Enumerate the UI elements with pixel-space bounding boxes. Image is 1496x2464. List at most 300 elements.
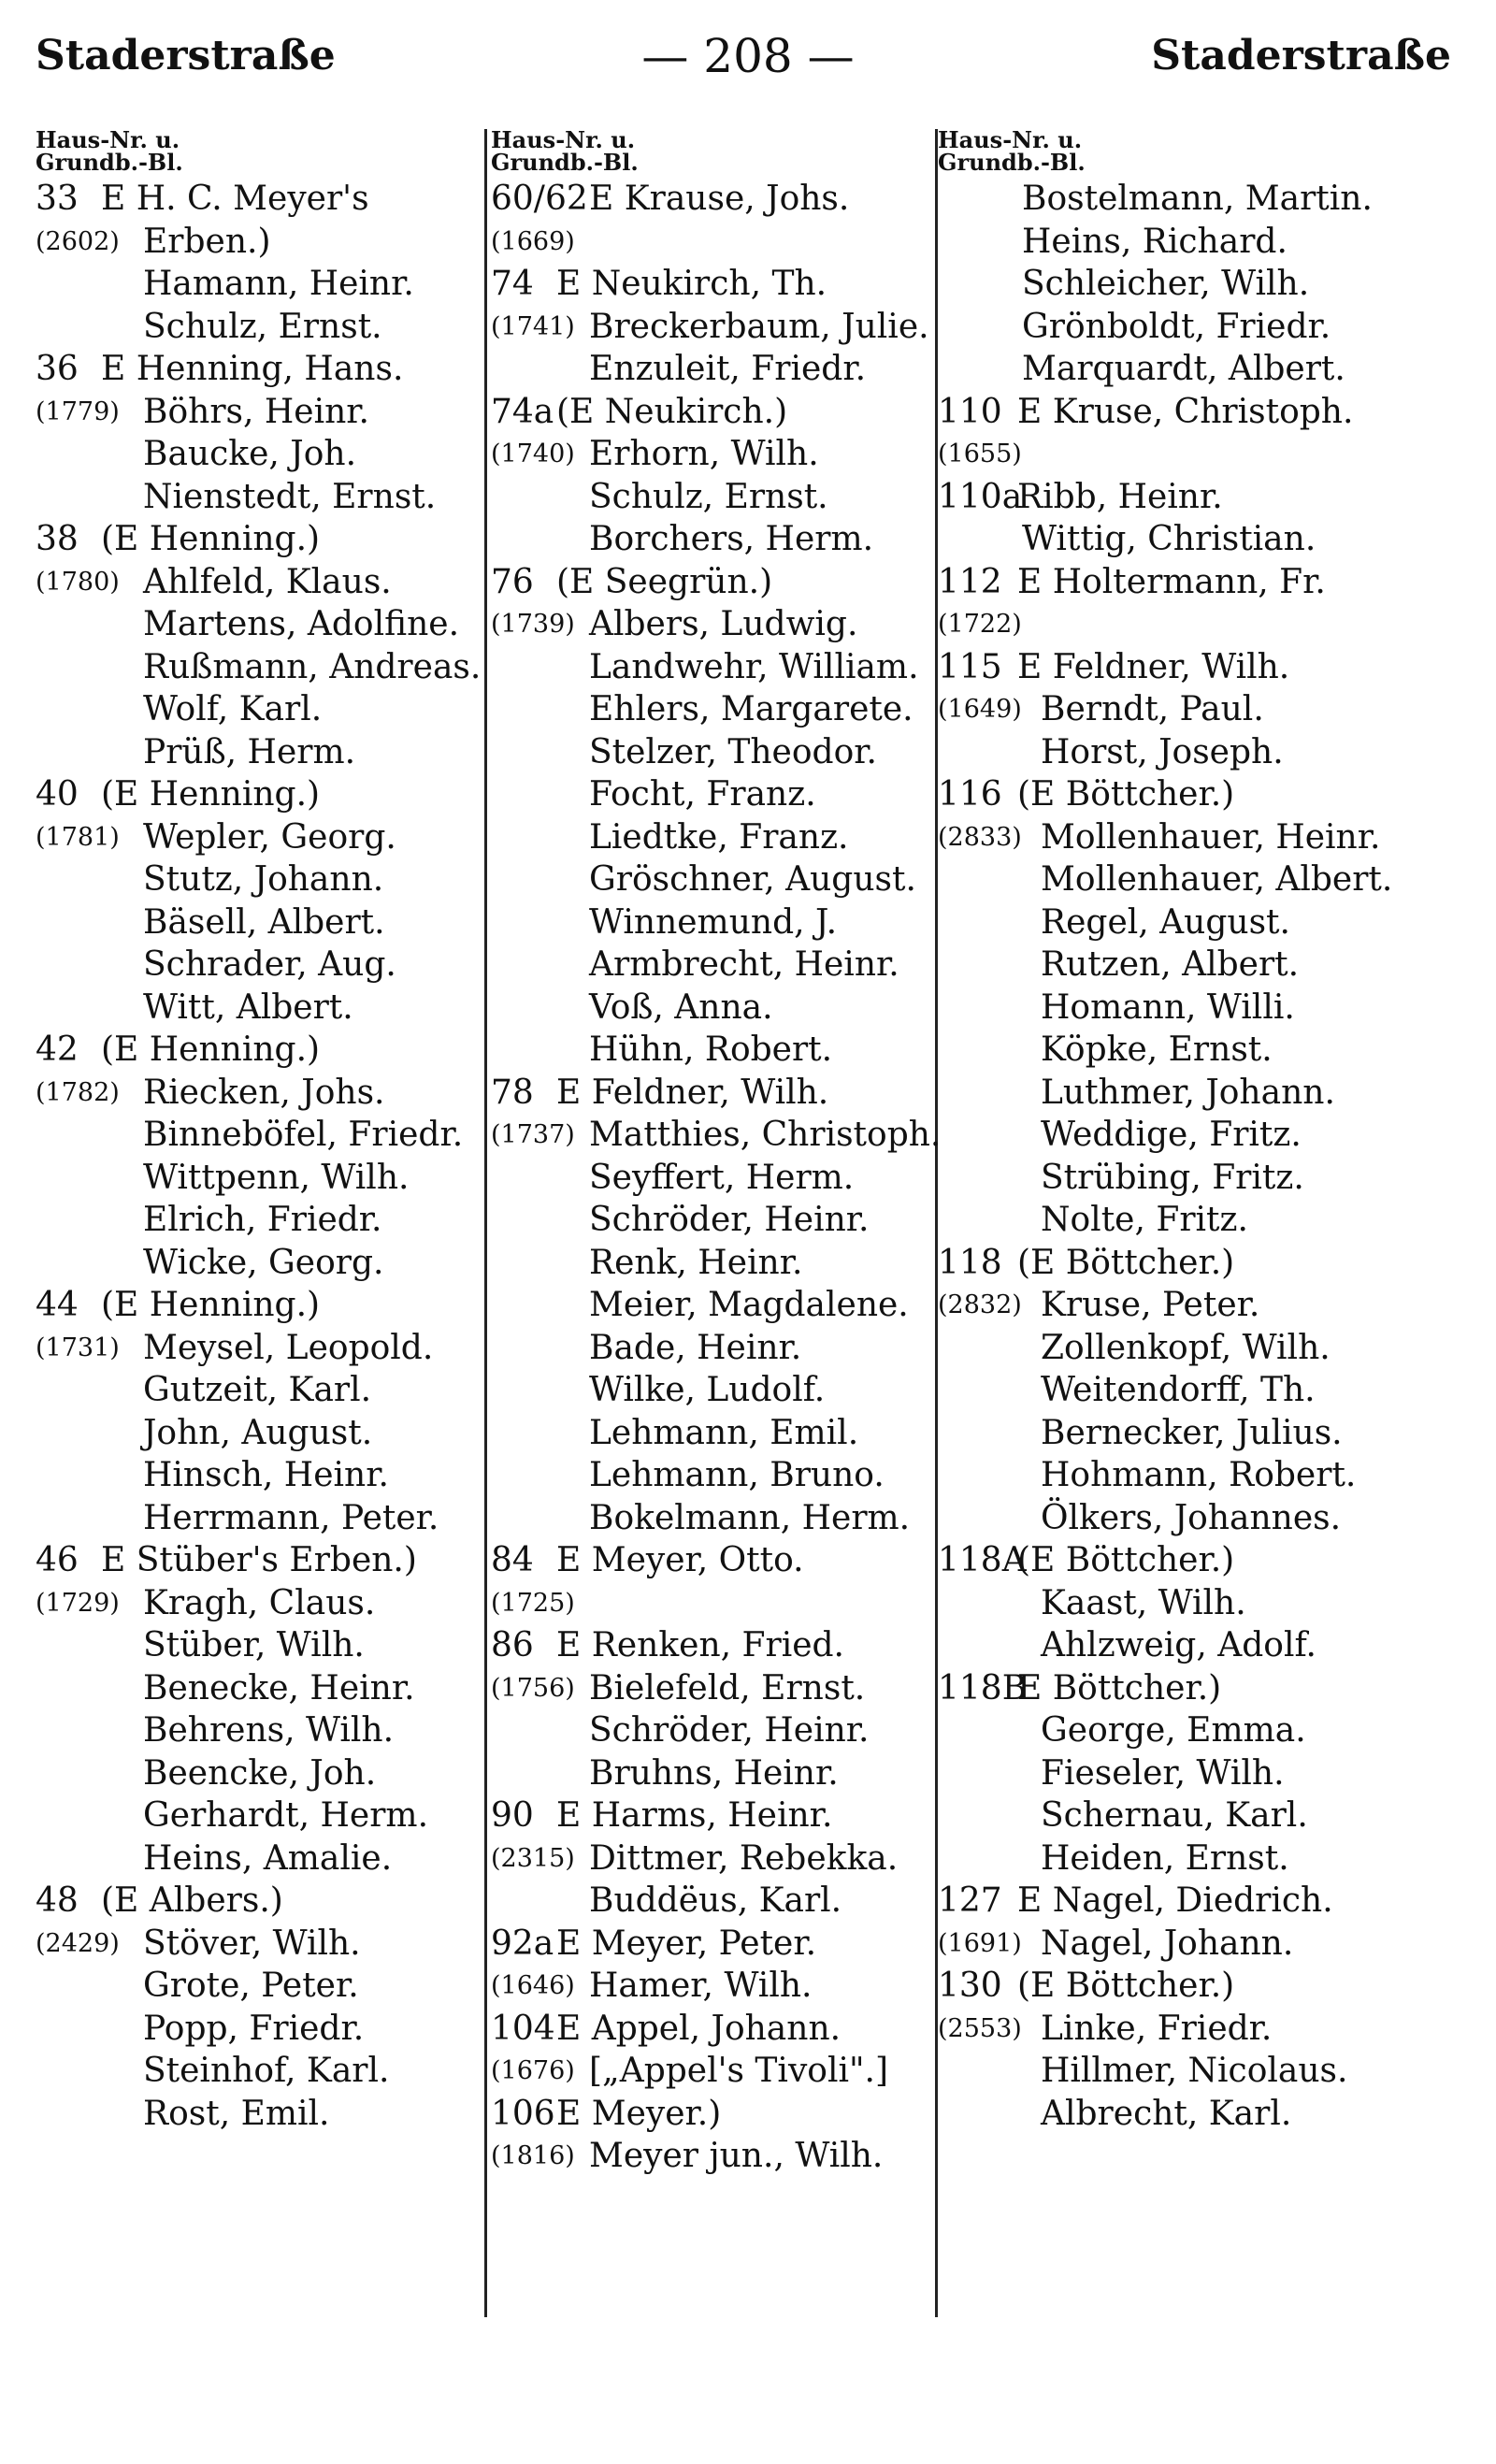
resident-name: Witt, Albert. xyxy=(143,987,353,1027)
directory-entry xyxy=(36,1708,480,1751)
grundbuch-number: (1725) xyxy=(491,1588,575,1618)
directory-entry xyxy=(938,686,1471,729)
directory-entry xyxy=(938,2048,1471,2091)
resident-name: Weddige, Fritz. xyxy=(1041,1116,1302,1154)
resident-name: Rutzen, Albert. xyxy=(1041,945,1300,984)
directory-entry xyxy=(36,1112,480,1155)
directory-entry xyxy=(938,1836,1471,1879)
resident-name: E Krause, Johs. xyxy=(589,180,850,218)
directory-entry xyxy=(938,644,1471,687)
column-header-line-1: Haus-Nr. u. xyxy=(491,126,636,153)
directory-entry xyxy=(36,814,480,857)
house-number: 48 xyxy=(36,1881,79,1920)
directory-entry xyxy=(36,1751,480,1794)
directory-entry xyxy=(938,346,1471,389)
resident-name: Bäsell, Albert. xyxy=(143,902,385,942)
directory-entry xyxy=(36,219,480,262)
resident-name: Riecken, Johs. xyxy=(143,1073,385,1112)
directory-entry xyxy=(491,1155,935,1198)
directory-entry xyxy=(938,219,1471,262)
grundbuch-number: (1669) xyxy=(491,226,575,256)
entry-list xyxy=(36,176,480,2133)
directory-entry xyxy=(36,1070,480,1113)
directory-entry xyxy=(491,1793,935,1836)
resident-name: Heins, Amalie. xyxy=(143,1838,393,1878)
resident-name: Bielefeld, Ernst. xyxy=(589,1668,866,1708)
resident-name: Grönboldt, Friedr. xyxy=(1022,307,1331,346)
house-number: 84 xyxy=(491,1541,534,1579)
resident-name: Baucke, Joh. xyxy=(143,435,357,473)
directory-entry xyxy=(491,176,935,219)
directory-entry xyxy=(938,1027,1471,1070)
directory-entry xyxy=(491,474,935,517)
resident-name: Gröschner, August. xyxy=(589,860,916,899)
directory-entry xyxy=(491,771,935,814)
resident-name: E Neukirch, Th. xyxy=(556,265,827,303)
resident-name: E Henning, Hans. xyxy=(101,350,404,388)
resident-name: E Böttcher.) xyxy=(1017,1668,1222,1708)
resident-name: Gutzeit, Karl. xyxy=(143,1371,372,1409)
directory-entry xyxy=(938,1878,1471,1921)
directory-entry xyxy=(36,771,480,814)
directory-entry xyxy=(938,2006,1471,2049)
directory-entry xyxy=(36,2091,480,2134)
grundbuch-number: (1655) xyxy=(938,439,1022,468)
grundbuch-number: (1779) xyxy=(36,396,120,426)
directory-entry xyxy=(36,985,480,1028)
house-number: 92a xyxy=(491,1924,554,1963)
running-head-right: Staderstraße xyxy=(1151,32,1451,79)
resident-name: Bostelmann, Martin. xyxy=(1022,180,1373,218)
directory-entry xyxy=(36,1495,480,1538)
resident-name: (E Seegrün.) xyxy=(556,562,773,601)
resident-name: Strübing, Fritz. xyxy=(1041,1158,1304,1197)
house-number: 42 xyxy=(36,1030,79,1069)
directory-entry xyxy=(491,1367,935,1410)
resident-name: Hamann, Heinr. xyxy=(143,265,414,303)
resident-name: Erben.) xyxy=(143,222,271,261)
resident-name: Weitendorff, Th. xyxy=(1041,1371,1316,1409)
grundbuch-number: (1780) xyxy=(36,567,120,597)
directory-entry xyxy=(491,601,935,644)
directory-entry xyxy=(36,474,480,517)
resident-name: E Nagel, Diedrich. xyxy=(1017,1881,1333,1920)
resident-name: Stelzer, Theodor. xyxy=(589,732,877,771)
column-header-line-2: Grundb.-Bl. xyxy=(938,149,1086,176)
grundbuch-number: (1782) xyxy=(36,1077,120,1107)
resident-name: E Harms, Heinr. xyxy=(556,1796,833,1835)
house-number: 116 xyxy=(938,775,1002,814)
directory-entry xyxy=(491,346,935,389)
directory-entry xyxy=(491,1495,935,1538)
resident-name: Heins, Richard. xyxy=(1022,222,1287,261)
resident-name: Stöver, Wilh. xyxy=(143,1924,361,1963)
directory-entry xyxy=(491,1240,935,1283)
resident-name: Homann, Willi. xyxy=(1041,987,1295,1027)
house-number: 115 xyxy=(938,647,1002,686)
resident-name: Zollenkopf, Wilh. xyxy=(1041,1328,1331,1367)
directory-entry xyxy=(938,771,1471,814)
directory-entry xyxy=(938,814,1471,857)
resident-name: Liedtke, Franz. xyxy=(589,817,849,857)
resident-name: Rost, Emil. xyxy=(143,2094,330,2133)
directory-entry xyxy=(491,1836,935,1879)
resident-name: Steinhof, Karl. xyxy=(143,2052,390,2090)
resident-name: Hillmer, Nicolaus. xyxy=(1041,2052,1348,2090)
running-head-left: Staderstraße xyxy=(36,32,336,79)
directory-entry xyxy=(938,942,1471,985)
resident-name: Bade, Heinr. xyxy=(589,1328,802,1367)
directory-entry xyxy=(491,1751,935,1794)
directory-entry xyxy=(938,1537,1471,1580)
resident-name: Hamer, Wilh. xyxy=(589,1967,813,2005)
resident-name: Meysel, Leopold. xyxy=(143,1328,434,1367)
directory-entry xyxy=(938,729,1471,772)
grundbuch-number: (1731) xyxy=(36,1333,120,1362)
directory-entry xyxy=(491,1112,942,1155)
resident-name: E Meyer, Peter. xyxy=(556,1924,817,1963)
column-header xyxy=(938,126,1471,176)
directory-entry xyxy=(36,686,480,729)
house-number: 40 xyxy=(36,775,79,814)
directory-entry xyxy=(491,1452,935,1495)
grundbuch-number: (1741) xyxy=(491,311,575,341)
grundbuch-number: (1722) xyxy=(938,610,1022,639)
directory-entry xyxy=(491,985,935,1028)
resident-name: E Stüber's Erben.) xyxy=(101,1541,417,1579)
directory-entry xyxy=(491,559,935,602)
resident-name: Meyer jun., Wilh. xyxy=(589,2137,884,2175)
resident-name: Wittpenn, Wilh. xyxy=(143,1158,410,1197)
directory-entry xyxy=(938,261,1471,304)
resident-name: Popp, Friedr. xyxy=(143,2009,365,2048)
column-divider-1 xyxy=(484,129,487,2317)
grundbuch-number: (1756) xyxy=(491,1673,575,1703)
resident-name: Seyffert, Herm. xyxy=(589,1158,855,1197)
resident-name: Benecke, Heinr. xyxy=(143,1668,415,1708)
resident-name: Hinsch, Heinr. xyxy=(143,1456,389,1494)
resident-name: Gerhardt, Herm. xyxy=(143,1796,429,1835)
directory-entry xyxy=(491,2133,935,2176)
house-number: 46 xyxy=(36,1541,79,1579)
house-number: 110 xyxy=(938,392,1002,431)
directory-entry xyxy=(36,516,480,559)
resident-name: Nolte, Fritz. xyxy=(1041,1201,1248,1239)
directory-entry xyxy=(491,1708,935,1751)
resident-name: Binneböfel, Friedr. xyxy=(143,1116,464,1154)
resident-name: Stutz, Johann. xyxy=(143,860,384,899)
directory-entry xyxy=(36,1580,480,1623)
resident-name: Bernecker, Julius. xyxy=(1041,1413,1343,1452)
directory-entry xyxy=(491,1537,935,1580)
column-1 xyxy=(36,126,482,2133)
resident-name: Wolf, Karl. xyxy=(143,690,323,728)
resident-name: Renk, Heinr. xyxy=(589,1243,803,1282)
resident-name: (E Albers.) xyxy=(101,1881,283,1920)
directory-entry xyxy=(938,1665,1471,1708)
resident-name: E Appel, Johann. xyxy=(556,2009,842,2048)
directory-entry xyxy=(36,2006,480,2049)
resident-name: E Holtermann, Fr. xyxy=(1017,562,1326,601)
resident-name: Heiden, Ernst. xyxy=(1041,1838,1289,1878)
resident-name: Voß, Anna. xyxy=(589,987,773,1027)
directory-entry xyxy=(36,1665,480,1708)
grundbuch-number: (1816) xyxy=(491,2141,575,2170)
resident-name: (E Henning.) xyxy=(101,520,321,558)
resident-name: Borchers, Herm. xyxy=(589,520,874,558)
resident-name: Winnemund, J. xyxy=(589,902,838,942)
house-number: 118B xyxy=(938,1668,1028,1708)
column-header-line-2: Grundb.-Bl. xyxy=(491,149,639,176)
resident-name: Mollenhauer, Heinr. xyxy=(1041,817,1381,857)
directory-entry xyxy=(36,559,480,602)
house-number: 127 xyxy=(938,1881,1002,1920)
directory-entry xyxy=(36,1367,480,1410)
directory-entry xyxy=(36,346,480,389)
directory-entry xyxy=(36,1155,480,1198)
resident-name: E Renken, Fried. xyxy=(556,1626,845,1664)
grundbuch-number: (2602) xyxy=(36,226,120,256)
resident-name: (E Neukirch.) xyxy=(556,392,788,431)
directory-entry xyxy=(36,2048,480,2091)
directory-entry xyxy=(938,1367,1471,1410)
resident-name: Armbrecht, Heinr. xyxy=(589,945,899,984)
directory-entry xyxy=(36,1793,480,1836)
resident-name: E Feldner, Wilh. xyxy=(556,1073,829,1112)
directory-entry xyxy=(36,1197,480,1240)
resident-name: Bruhns, Heinr. xyxy=(589,1753,839,1793)
directory-entry xyxy=(36,857,480,900)
resident-name: Ehlers, Margarete. xyxy=(589,690,913,728)
directory-entry xyxy=(491,304,935,347)
resident-name: Fieseler, Wilh. xyxy=(1041,1753,1285,1793)
resident-name: (E Henning.) xyxy=(101,775,321,814)
resident-name: E H. C. Meyer's xyxy=(101,180,369,218)
house-number: 60/62 xyxy=(491,180,588,218)
directory-entry xyxy=(938,1793,1471,1836)
grundbuch-number: (1729) xyxy=(36,1588,120,1618)
resident-name: Grote, Peter. xyxy=(143,1967,359,2005)
resident-name: Kragh, Claus. xyxy=(143,1583,376,1622)
resident-name: [„Appel's Tivoli".] xyxy=(589,2052,889,2090)
resident-name: Kruse, Peter. xyxy=(1041,1286,1260,1324)
resident-name: Erhorn, Wilh. xyxy=(589,435,819,473)
resident-name: Regel, August. xyxy=(1041,902,1290,942)
directory-entry xyxy=(938,601,1471,644)
resident-name: E Kruse, Christoph. xyxy=(1017,392,1354,431)
resident-name: Hohmann, Robert. xyxy=(1041,1456,1357,1494)
directory-entry xyxy=(491,1282,935,1325)
directory-entry xyxy=(938,900,1471,943)
resident-name: E Meyer, Otto. xyxy=(556,1541,804,1579)
directory-entry xyxy=(491,814,935,857)
directory-entry xyxy=(491,1921,935,1964)
directory-entry xyxy=(938,431,1471,474)
directory-entry xyxy=(36,176,480,219)
directory-entry xyxy=(36,304,480,347)
directory-entry xyxy=(938,1197,1471,1240)
directory-entry xyxy=(36,729,480,772)
directory-entry xyxy=(938,304,1471,347)
column-header-line-1: Haus-Nr. u. xyxy=(938,126,1083,153)
house-number: 76 xyxy=(491,562,534,601)
resident-name: Wilke, Ludolf. xyxy=(589,1371,826,1409)
resident-name: Marquardt, Albert. xyxy=(1022,350,1345,388)
directory-entry xyxy=(938,1751,1471,1794)
directory-entry xyxy=(938,1410,1471,1453)
house-number: 112 xyxy=(938,562,1002,601)
resident-name: Landwehr, William. xyxy=(589,647,919,686)
resident-name: Köpke, Ernst. xyxy=(1041,1030,1273,1069)
house-number: 90 xyxy=(491,1796,534,1835)
directory-entry xyxy=(938,474,1471,517)
directory-entry xyxy=(491,1580,935,1623)
resident-name: Schleicher, Wilh. xyxy=(1022,265,1310,303)
directory-entry xyxy=(491,219,935,262)
directory-entry xyxy=(491,389,935,432)
directory-entry xyxy=(36,1325,480,1368)
house-number: 33 xyxy=(36,180,79,218)
resident-name: Lehmann, Bruno. xyxy=(589,1456,885,1494)
directory-entry xyxy=(938,389,1471,432)
resident-name: Wittig, Christian. xyxy=(1022,520,1316,558)
resident-name: Ölkers, Johannes. xyxy=(1041,1498,1342,1537)
directory-entry xyxy=(36,1452,480,1495)
directory-entry xyxy=(491,942,935,985)
house-number: 106 xyxy=(491,2094,555,2133)
directory-entry xyxy=(938,1708,1471,1751)
directory-entry xyxy=(36,1921,480,1964)
directory-entry xyxy=(938,1325,1471,1368)
directory-entry xyxy=(491,261,935,304)
resident-name: (E Böttcher.) xyxy=(1017,775,1235,814)
directory-entry xyxy=(36,1027,480,1070)
page-number: — 208 — xyxy=(641,29,855,83)
directory-entry xyxy=(36,1963,480,2006)
resident-name: Martens, Adolfine. xyxy=(143,605,460,643)
house-number: 110a xyxy=(938,477,1023,516)
house-number: 86 xyxy=(491,1626,534,1664)
directory-entry xyxy=(36,1836,480,1879)
resident-name: Luthmer, Johann. xyxy=(1041,1073,1335,1112)
directory-entry xyxy=(491,516,935,559)
directory-entry xyxy=(491,2091,935,2134)
directory-entry xyxy=(491,1410,935,1453)
resident-name: Enzuleit, Friedr. xyxy=(589,350,867,388)
grundbuch-number: (1676) xyxy=(491,2056,575,2085)
resident-name: Ribb, Heinr. xyxy=(1017,477,1223,516)
house-number: 36 xyxy=(36,350,79,388)
house-number: 38 xyxy=(36,520,79,558)
directory-entry xyxy=(491,857,935,900)
grundbuch-number: (1649) xyxy=(938,695,1022,724)
resident-name: (E Henning.) xyxy=(101,1286,321,1324)
resident-name: Hühn, Robert. xyxy=(589,1030,833,1069)
directory-entry xyxy=(938,1155,1471,1198)
column-header-line-2: Grundb.-Bl. xyxy=(36,149,183,176)
resident-name: George, Emma. xyxy=(1041,1711,1306,1750)
resident-name: Breckerbaum, Julie. xyxy=(589,307,929,346)
resident-name: Schröder, Heinr. xyxy=(589,1711,870,1750)
resident-name: Kaast, Wilh. xyxy=(1041,1583,1246,1622)
directory-entry xyxy=(491,2048,935,2091)
resident-name: (E Böttcher.) xyxy=(1017,1243,1235,1282)
directory-entry xyxy=(36,1878,480,1921)
house-number: 44 xyxy=(36,1286,79,1324)
resident-name: (E Böttcher.) xyxy=(1017,1967,1235,2005)
resident-name: Nienstedt, Ernst. xyxy=(143,477,437,516)
resident-name: Elrich, Friedr. xyxy=(143,1201,382,1239)
resident-name: Horst, Joseph. xyxy=(1041,732,1284,771)
column-3 xyxy=(938,126,1471,2133)
directory-entry xyxy=(36,1622,480,1665)
directory-entry xyxy=(491,900,935,943)
directory-entry xyxy=(491,1070,935,1113)
directory-entry xyxy=(491,1622,935,1665)
grundbuch-number: (2429) xyxy=(36,1928,120,1958)
resident-name: John, August. xyxy=(143,1413,373,1452)
directory-entry xyxy=(938,1070,1471,1113)
column-header-line-1: Haus-Nr. u. xyxy=(36,126,180,153)
column-2 xyxy=(491,126,942,2176)
house-number: 74 xyxy=(491,265,534,303)
directory-entry xyxy=(938,1580,1471,1623)
resident-name: Schernau, Karl. xyxy=(1041,1796,1308,1835)
resident-name: Schulz, Ernst. xyxy=(589,477,828,516)
directory-entry xyxy=(938,985,1471,1028)
directory-entry xyxy=(491,2006,935,2049)
house-number: 130 xyxy=(938,1967,1002,2005)
grundbuch-number: (2833) xyxy=(938,822,1022,852)
directory-entry xyxy=(491,431,935,474)
resident-name: Albers, Ludwig. xyxy=(589,605,858,643)
resident-name: Ahlfeld, Klaus. xyxy=(143,562,392,601)
house-number: 104 xyxy=(491,2009,555,2048)
directory-entry xyxy=(938,1240,1471,1283)
house-number: 74a xyxy=(491,392,554,431)
column-header xyxy=(36,126,480,176)
resident-name: Lehmann, Emil. xyxy=(589,1413,859,1452)
resident-name: Dittmer, Rebekka. xyxy=(589,1838,899,1878)
resident-name: Matthies, Christoph. xyxy=(589,1116,942,1154)
directory-entry xyxy=(938,1963,1471,2006)
directory-entry xyxy=(491,1963,935,2006)
resident-name: Wicke, Georg. xyxy=(143,1243,384,1282)
resident-name: Buddëus, Karl. xyxy=(589,1881,842,1920)
resident-name: Schröder, Heinr. xyxy=(589,1201,870,1239)
directory-entry xyxy=(938,1622,1471,1665)
resident-name: Bokelmann, Herm. xyxy=(589,1498,911,1537)
entry-list xyxy=(938,176,1471,2133)
grundbuch-number: (1646) xyxy=(491,1971,575,2000)
resident-name: Prüß, Herm. xyxy=(143,732,356,771)
directory-entry xyxy=(491,1197,935,1240)
directory-entry xyxy=(36,601,480,644)
directory-entry xyxy=(938,857,1471,900)
house-number: 78 xyxy=(491,1073,534,1112)
directory-entry xyxy=(491,729,935,772)
resident-name: E Meyer.) xyxy=(556,2094,722,2133)
directory-entry xyxy=(938,2091,1471,2134)
grundbuch-number: (1739) xyxy=(491,610,575,639)
resident-name: Linke, Friedr. xyxy=(1041,2009,1273,2048)
resident-name: Böhrs, Heinr. xyxy=(143,392,369,431)
resident-name: Wepler, Georg. xyxy=(143,817,396,857)
directory-entry xyxy=(938,176,1471,219)
resident-name: Nagel, Johann. xyxy=(1041,1924,1294,1963)
directory-entry xyxy=(938,1452,1471,1495)
resident-name: Meier, Magdalene. xyxy=(589,1286,909,1324)
